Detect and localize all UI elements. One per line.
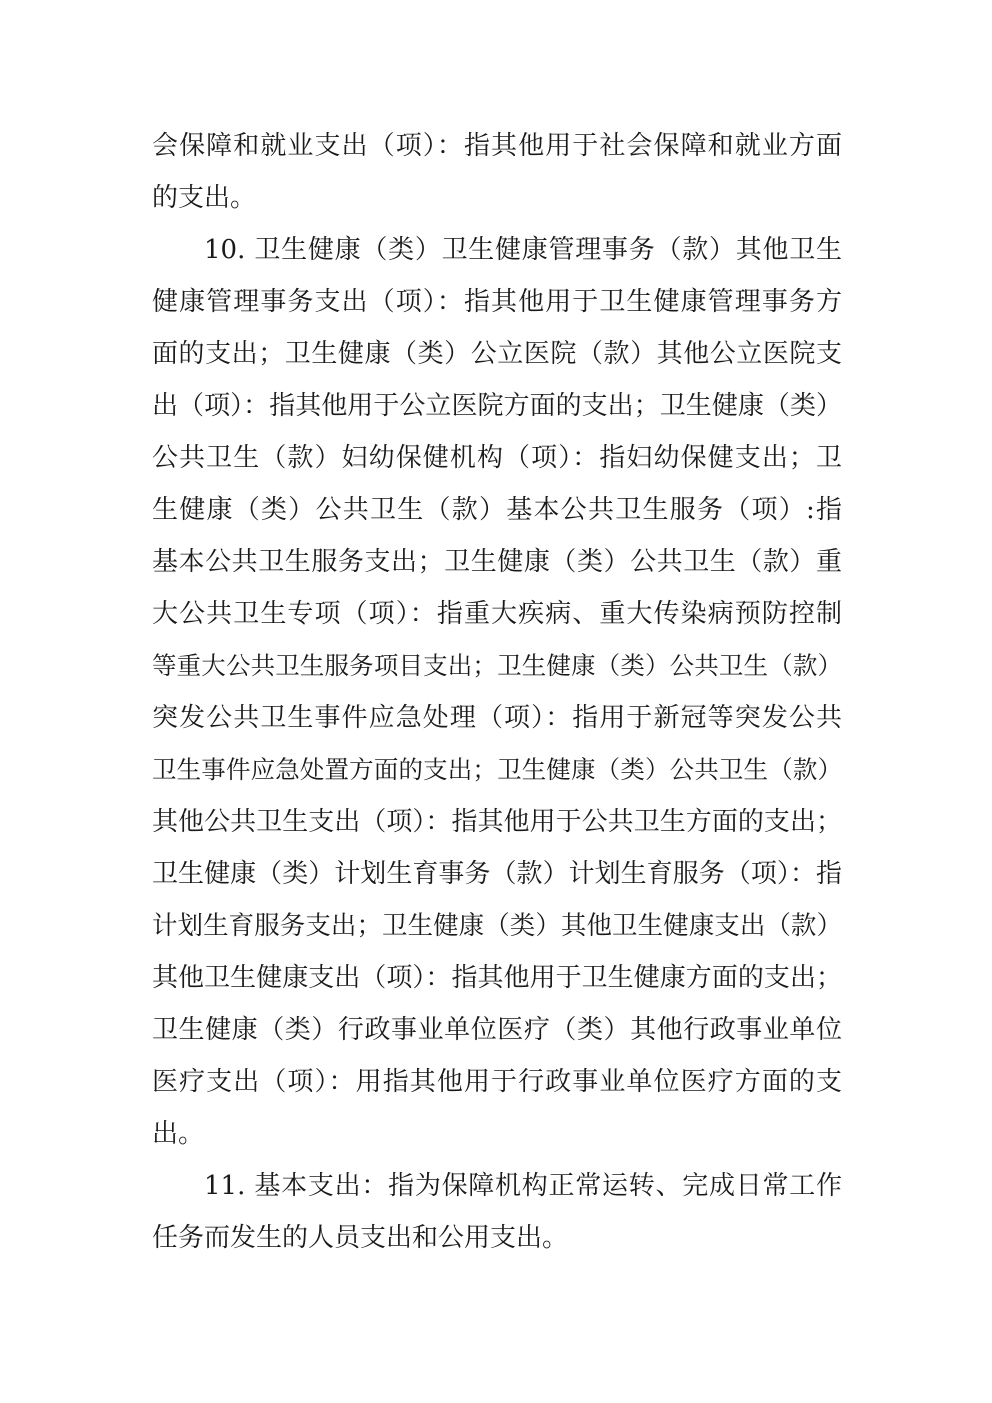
- text-line: 突发公共卫生事件应急处理（项）：指用于新冠等突发公共: [152, 703, 842, 733]
- text-line: 大公共卫生专项（项）：指重大疾病、重大传染病预防控制: [152, 599, 842, 629]
- text-line: 出。: [152, 1119, 205, 1149]
- text-line: 健康管理事务支出（项）：指其他用于卫生健康管理事务方: [152, 287, 842, 317]
- text-line: 面的支出；卫生健康（类）公立医院（款）其他公立医院支: [152, 339, 842, 369]
- text-line: 卫生健康（类）行政事业单位医疗（类）其他行政事业单位: [152, 1015, 842, 1045]
- text-line: 医疗支出（项）：用指其他用于行政事业单位医疗方面的支: [152, 1067, 842, 1097]
- text-line: 计划生育服务支出；卫生健康（类）其他卫生健康支出（款）: [152, 911, 842, 941]
- text-line: 卫生健康（类）计划生育事务（款）计划生育服务（项）：指: [152, 859, 842, 889]
- text-line: 公共卫生（款）妇幼保健机构（项）：指妇幼保健支出；卫: [152, 443, 842, 473]
- text-line: 其他公共卫生支出（项）：指其他用于公共卫生方面的支出；: [152, 807, 842, 837]
- text-line: 出（项）：指其他用于公立医院方面的支出；卫生健康（类）: [152, 391, 842, 421]
- section-11-heading-line: 11. 基本支出：指为保障机构正常运转、完成日常工作: [204, 1171, 842, 1201]
- text-line: 卫生事件应急处置方面的支出；卫生健康（类）公共卫生（款）: [152, 755, 842, 784]
- text-line: 会保障和就业支出（项）：指其他用于社会保障和就业方面: [152, 131, 842, 161]
- text-line: 其他卫生健康支出（项）：指其他用于卫生健康方面的支出；: [152, 963, 842, 993]
- text-line: 任务而发生的人员支出和公用支出。: [152, 1223, 569, 1253]
- section-10-heading-line: 10. 卫生健康（类）卫生健康管理事务（款）其他卫生: [204, 235, 842, 265]
- text-line: 等重大公共卫生服务项目支出；卫生健康（类）公共卫生（款）: [152, 651, 842, 680]
- text-line: 基本公共卫生服务支出；卫生健康（类）公共卫生（款）重: [152, 547, 842, 577]
- text-line: 生健康（类）公共卫生（款）基本公共卫生服务（项）:指: [152, 495, 842, 525]
- text-line: 的支出。: [152, 183, 257, 213]
